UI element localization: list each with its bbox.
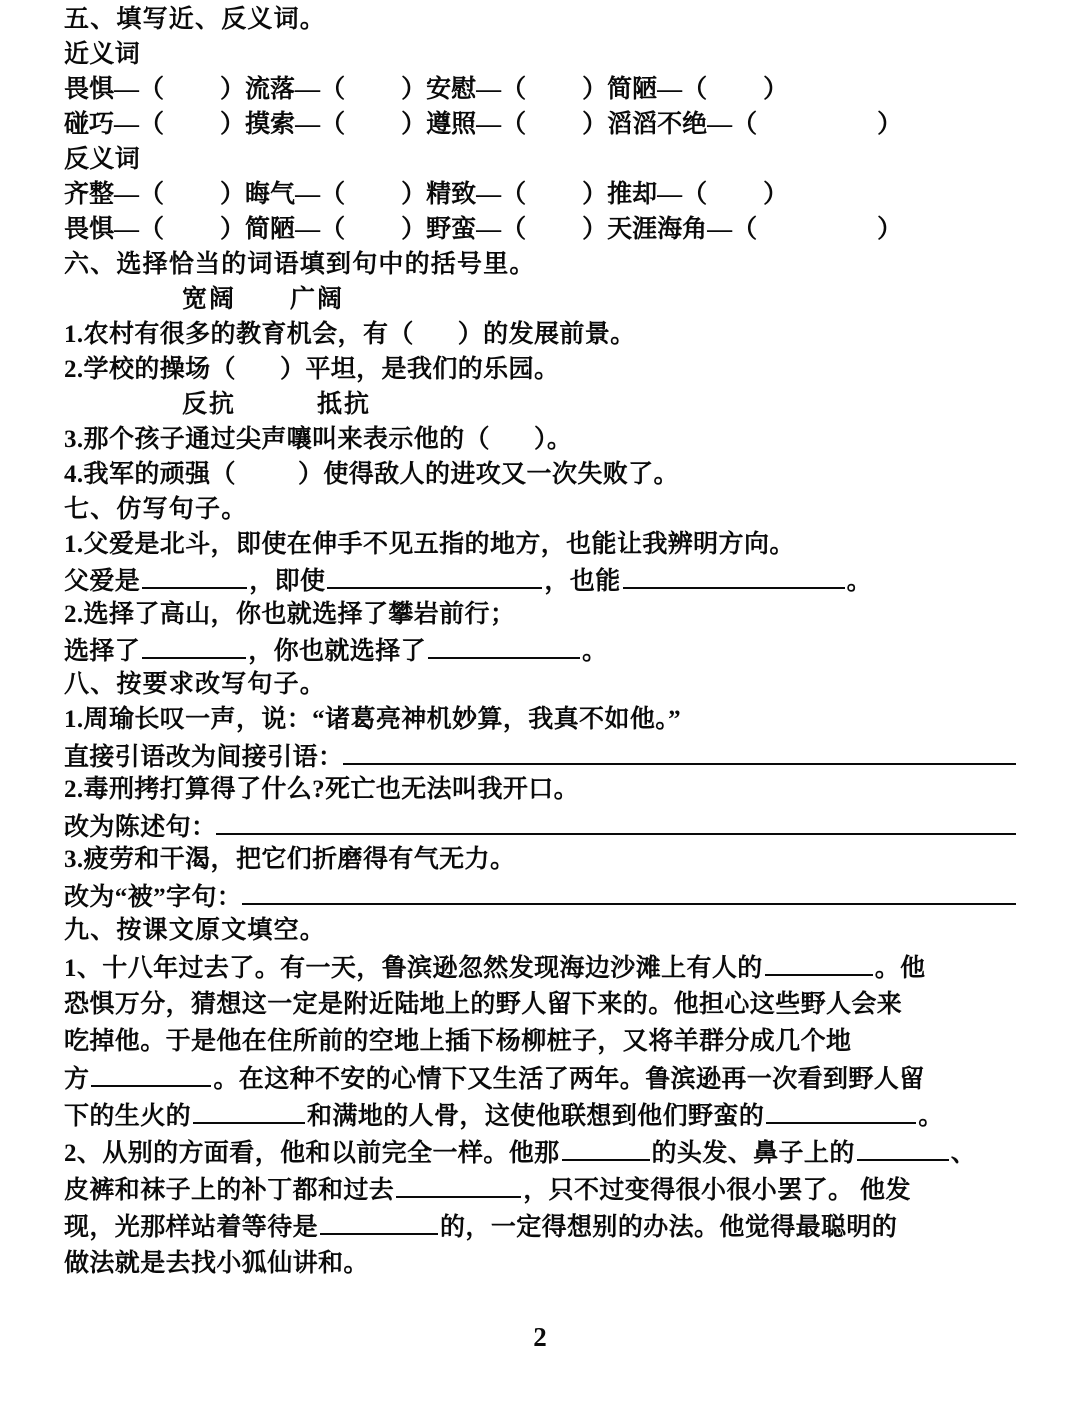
word-pair: 天涯海角 — （ ） bbox=[607, 216, 903, 243]
word-pair: 简陋 — （ ） bbox=[607, 76, 789, 103]
passage-line: 做法就是去找小狐仙讲和。 bbox=[64, 1250, 369, 1277]
answer-underline[interactable] bbox=[91, 1060, 211, 1087]
section-eight-heading: 八、按要求改写句子。 bbox=[64, 671, 327, 698]
word-pair: 滔滔不绝 — （ ） bbox=[607, 111, 903, 138]
eight-prompt-2: 改为陈述句： bbox=[64, 807, 1016, 842]
six-question-4: 4.我军的顽强（ ）使得敌人的进攻又一次失败了。 bbox=[64, 461, 679, 488]
six-question-1: 1.农村有很多的教育机会，有（ ）的发展前景。 bbox=[64, 321, 636, 348]
answer-underline[interactable] bbox=[216, 807, 1016, 835]
word-pair: 碰巧 — （ ） bbox=[64, 111, 246, 138]
eight-prompt-1: 直接引语改为间接引语： bbox=[64, 737, 1016, 772]
antonym-label: 反义词 bbox=[64, 146, 141, 173]
passage-line: 皮裤和袜子上的补丁都和过去 ，只不过变得很小很小罢了。 他发 bbox=[64, 1171, 1016, 1208]
passage-line: 2、从别的方面看，他和以前完全一样。他那 的头发、鼻子上的 、 bbox=[64, 1134, 1016, 1171]
passage-line: 下的生火的 和满地的人骨，这使他联想到他们野蛮的 。 bbox=[64, 1097, 1016, 1134]
section-seven-heading: 七、仿写句子。 bbox=[64, 496, 248, 523]
answer-underline[interactable] bbox=[327, 562, 542, 589]
answer-underline[interactable] bbox=[343, 737, 1016, 765]
answer-underline[interactable] bbox=[765, 949, 873, 976]
section-six-heading: 六、选择恰当的词语填到句中的括号里。 bbox=[64, 251, 536, 278]
nine-passage-1 bbox=[64, 949, 1016, 1134]
answer-underline[interactable] bbox=[857, 1134, 949, 1161]
answer-underline[interactable] bbox=[193, 1097, 305, 1124]
passage-line: 恐惧万分，猜想这一定是附近陆地上的野人留下来的。他担心这些野人会来 bbox=[64, 991, 903, 1018]
passage-line: 现，光那样站着等待是 的，一定得想别的办法。他觉得最聪明的 bbox=[64, 1208, 1016, 1245]
answer-underline[interactable] bbox=[428, 632, 580, 659]
six-question-2: 2.学校的操场（ ）平坦，是我们的乐园。 bbox=[64, 356, 560, 383]
word-pair: 畏惧 — （ ） bbox=[64, 76, 246, 103]
word-pair: 畏惧 — （ ） bbox=[64, 216, 246, 243]
word-pair: 齐整 — （ ） bbox=[64, 181, 246, 208]
synonym-row-1 bbox=[64, 72, 1016, 107]
page-number: 2 bbox=[533, 1322, 547, 1352]
word-pair: 简陋 — （ ） bbox=[245, 216, 427, 243]
seven-example-1: 1.父爱是北斗，即使在伸手不见五指的地方，也能让我辨明方向。 bbox=[64, 531, 795, 558]
antonym-row-1 bbox=[64, 177, 1016, 212]
section-five-heading: 五、填写近、反义词。 bbox=[64, 6, 327, 33]
document-body bbox=[64, 2, 1016, 1282]
eight-sentence-3: 3.疲劳和干渴，把它们折磨得有气无力。 bbox=[64, 846, 516, 873]
eight-sentence-2: 2.毒刑拷打算得了什么?死亡也无法叫我开口。 bbox=[64, 776, 580, 803]
antonym-row-2 bbox=[64, 212, 1016, 247]
word-pair: 遵照 — （ ） bbox=[426, 111, 608, 138]
answer-underline[interactable] bbox=[623, 562, 845, 589]
word-pair: 野蛮 — （ ） bbox=[426, 216, 608, 243]
eight-prompt-3: 改为“被”字句： bbox=[64, 877, 1016, 912]
nine-passage-2 bbox=[64, 1134, 1016, 1282]
answer-underline[interactable] bbox=[142, 632, 246, 659]
seven-answer-1: 父爱是 ，即使 ，也能 。 bbox=[64, 562, 1016, 597]
passage-line: 1、十八年过去了。有一天，鲁滨逊忽然发现海边沙滩上有人的 。他 bbox=[64, 949, 1016, 986]
word-pair: 晦气 — （ ） bbox=[245, 181, 427, 208]
passage-line: 吃掉他。于是他在住所前的空地上插下杨柳桩子，又将羊群分成几个地 bbox=[64, 1028, 852, 1055]
answer-underline[interactable] bbox=[562, 1134, 650, 1161]
seven-answer-2: 选择了 ，你也就选择了 。 bbox=[64, 632, 1016, 667]
word-pair: 精致 — （ ） bbox=[426, 181, 608, 208]
six-question-3: 3.那个孩子通过尖声嚷叫来表示他的（ ）。 bbox=[64, 426, 573, 453]
answer-underline[interactable] bbox=[320, 1208, 438, 1235]
section-nine-heading: 九、按课文原文填空。 bbox=[64, 917, 327, 944]
word-pair: 推却 — （ ） bbox=[607, 181, 789, 208]
six-word-group-2: 反抗 抵抗 bbox=[182, 391, 372, 418]
word-pair: 安慰 — （ ） bbox=[426, 76, 608, 103]
synonym-label: 近义词 bbox=[64, 41, 141, 68]
answer-underline[interactable] bbox=[142, 562, 247, 589]
word-pair: 流落 — （ ） bbox=[245, 76, 427, 103]
synonym-row-2 bbox=[64, 107, 1016, 142]
answer-underline[interactable] bbox=[396, 1171, 521, 1198]
word-pair: 摸索 — （ ） bbox=[245, 111, 427, 138]
seven-example-2: 2.选择了高山，你也就选择了攀岩前行； bbox=[64, 601, 516, 628]
answer-underline[interactable] bbox=[766, 1097, 916, 1124]
answer-underline[interactable] bbox=[242, 877, 1016, 905]
passage-line: 方 。在这种不安的心情下又生活了两年。鲁滨逊再一次看到野人留 bbox=[64, 1060, 1016, 1097]
eight-sentence-1: 1.周瑜长叹一声，说：“诸葛亮神机妙算，我真不如他。” bbox=[64, 706, 682, 733]
six-word-group-1: 宽阔 广阔 bbox=[182, 286, 345, 313]
